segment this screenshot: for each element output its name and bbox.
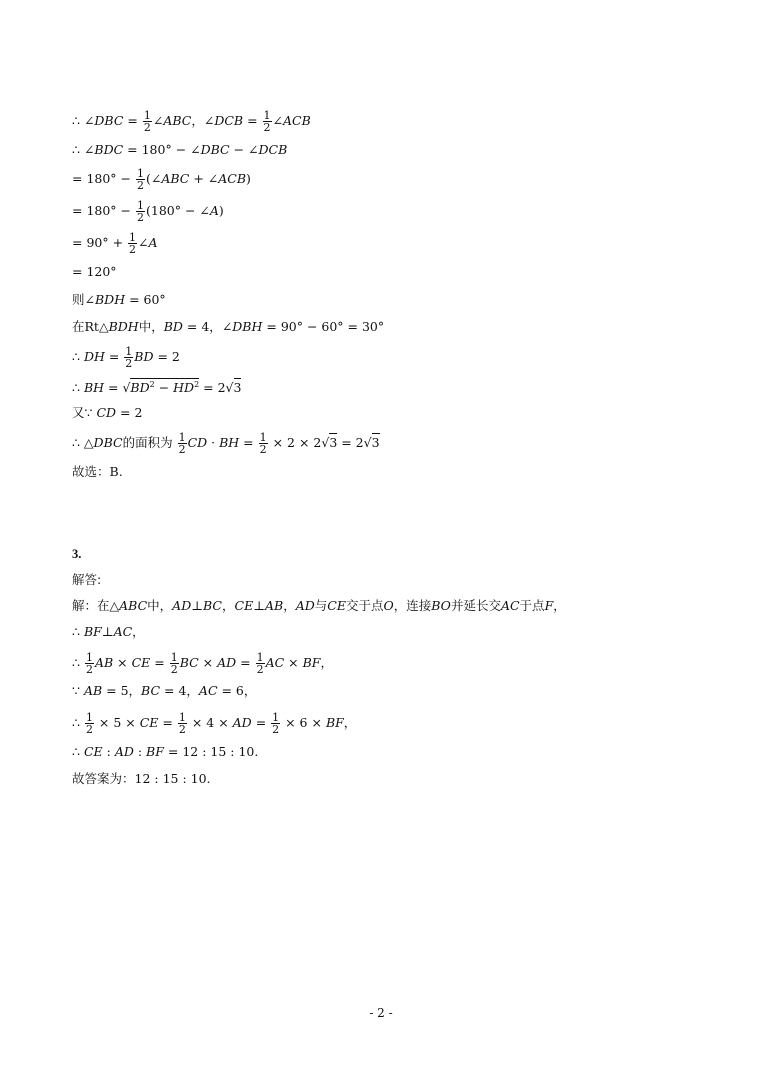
line-18: ∵ AB = 5，BC = 4，AC = 6，	[72, 683, 257, 698]
line-11: 又∵ CD = 2	[72, 405, 143, 420]
line-10: ∴ BH = $√BD^2 - HD^2 = 2√3$	[72, 380, 242, 396]
line-6: = 120°	[72, 264, 117, 279]
line-21: 故答案为：12 : 15 : 10.	[72, 771, 211, 786]
line-13: 故选：B.	[72, 464, 123, 479]
page-number: - 2 -	[369, 1006, 393, 1020]
line-16: ∴ BF⊥AC，	[72, 624, 145, 639]
line-20: ∴ CE : AD : BF = 12 : 15 : 10.	[72, 744, 259, 759]
answer-heading: 解答:	[72, 572, 102, 587]
question-number: 3.	[72, 547, 82, 561]
line-5: = 90° + $\frac{1}{2}$ ∠A	[72, 231, 158, 256]
line-17: ∴ $\frac{1}{2}$ AB × CE = $\frac{1}{2}$ BC × AD = $\frac{1}{2}$ AC × BF，	[72, 651, 333, 676]
line-9: ∴ DH = $\frac{1}{2}$ BD = 2	[72, 345, 180, 370]
line-8: 在Rt△BDH中，BD = 4，∠DBH = 90° − 60° = 30°	[72, 319, 385, 334]
line-1: ∴ ∠DBC = $\frac{1}{2}$ ∠ABC，∠DCB = $\frac{1}{2}$ ∠ACB	[72, 109, 311, 134]
line-3: = 180° − $\frac{1}{2}$ (∠ABC + ∠ACB)	[72, 167, 251, 192]
line-15: 解：在△ABC中，AD⊥BC，CE⊥AB，AD与CE交于点O，连接BO并延长交AC于点F，	[72, 598, 566, 613]
fraction: $\frac{1}{2}$	[143, 109, 151, 134]
line-19: ∴ $\frac{1}{2}$ × 5 × CE = $\frac{1}{2}$ × 4 × AD = $\frac{1}{2}$ × 6 × BF，	[72, 711, 357, 736]
line-2: ∴ ∠BDC = 180° − ∠DBC − ∠DCB	[72, 142, 288, 157]
line-4: = 180° − $\frac{1}{2}$ (180° − ∠A)	[72, 199, 224, 224]
line-12: ∴ △DBC的面积为 $\frac{1}{2}$ CD · BH = $\frac{1}{2}$ × 2 × 2√3 = 2√3	[72, 431, 380, 456]
line-7: 则∠BDH = 60°	[72, 292, 166, 307]
